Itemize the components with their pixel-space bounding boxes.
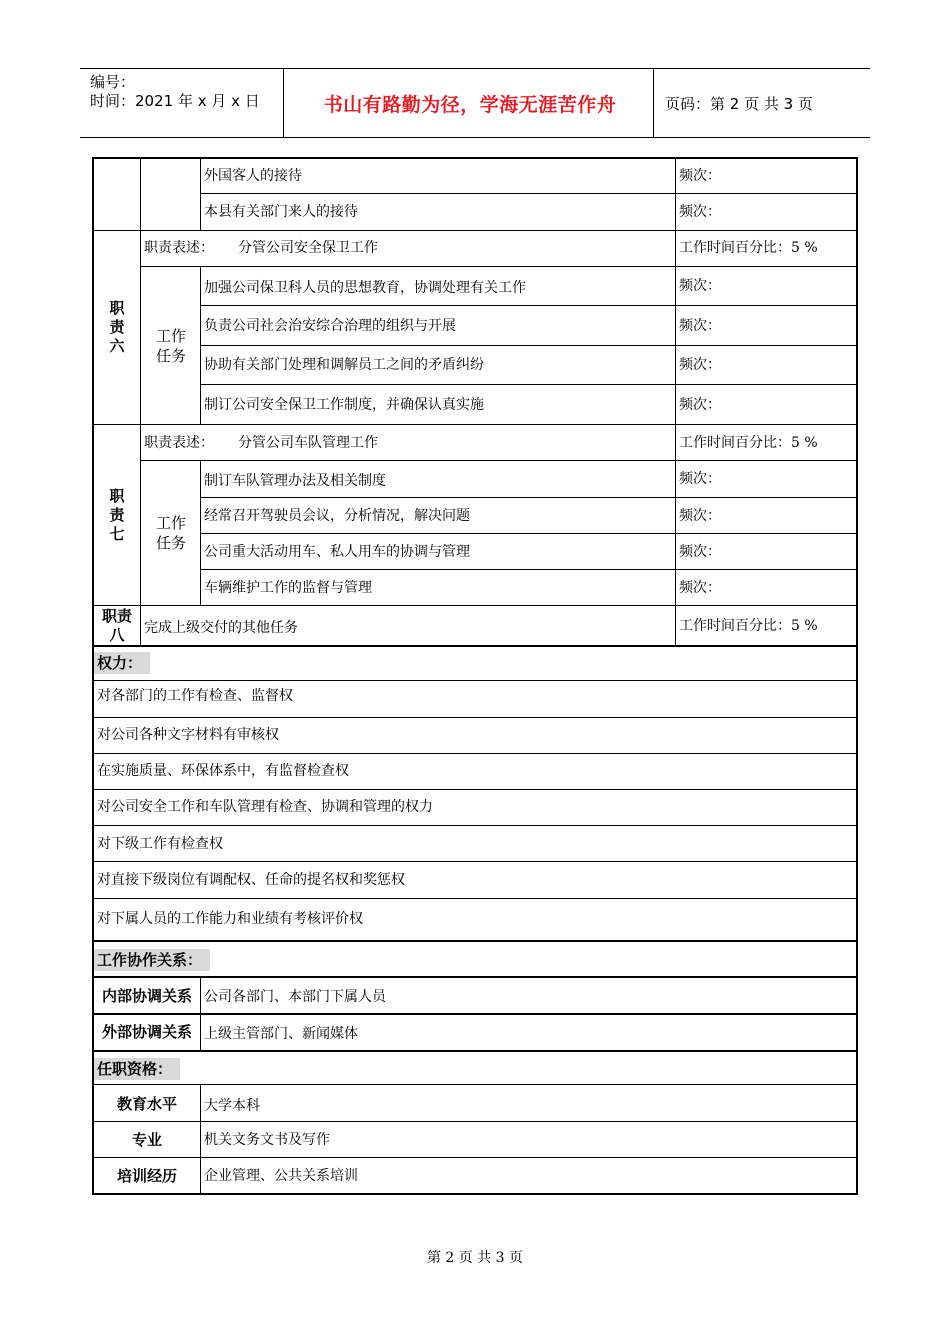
page-header xyxy=(80,68,870,138)
grid-line xyxy=(200,193,856,194)
table-border xyxy=(92,157,858,159)
task-frequency: 频次： xyxy=(679,357,721,373)
grid-line xyxy=(92,789,858,790)
training-label: 培训经历 xyxy=(116,1167,177,1185)
grid-line xyxy=(92,680,858,681)
duty6-percent: 工作时间百分比：5 % xyxy=(679,240,818,256)
table-border xyxy=(92,1193,858,1195)
duty8-description: 完成上级交付的其他任务 xyxy=(144,620,298,636)
grid-line xyxy=(92,424,858,425)
grid-line xyxy=(92,976,858,978)
authority-item: 对公司安全工作和车队管理有检查、协调和管理的权力 xyxy=(97,799,433,815)
grid-line xyxy=(200,533,856,534)
grid-line xyxy=(200,569,856,570)
grid-line xyxy=(200,497,856,498)
page-footer: 第 2 页 共 3 页 xyxy=(426,1250,524,1266)
grid-line xyxy=(140,460,856,461)
education-label: 教育水平 xyxy=(116,1095,177,1113)
grid-line xyxy=(92,1084,858,1085)
authority-item: 对下级工作有检查权 xyxy=(97,836,223,852)
grid-line xyxy=(92,605,858,606)
grid-line xyxy=(92,717,858,718)
grid-line xyxy=(92,230,858,231)
task-text: 公司重大活动用车、私人用车的协调与管理 xyxy=(204,544,470,560)
task-frequency: 频次： xyxy=(679,278,721,294)
grid-line xyxy=(92,1050,858,1052)
grid-line xyxy=(140,266,856,267)
grid-line xyxy=(200,384,856,385)
grid-line xyxy=(92,940,858,942)
task-frequency: 频次： xyxy=(679,204,721,220)
task-text: 制订公司安全保卫工作制度，并确保认真实施 xyxy=(204,397,484,413)
document-date: 时间：2021 年 x 月 x 日 xyxy=(90,92,260,110)
duty6-desc-label: 职责表述： xyxy=(144,240,214,256)
task-text: 负责公司社会治安综合治理的组织与开展 xyxy=(204,318,456,334)
duty7-task-label: 工作任务 xyxy=(155,514,186,552)
task-frequency: 频次： xyxy=(679,544,721,560)
qualifications-heading: 任职资格： xyxy=(94,1058,180,1080)
major-value: 机关文务文书及写作 xyxy=(204,1132,330,1148)
task-text: 协助有关部门处理和调解员工之间的矛盾纠纷 xyxy=(204,357,484,373)
authority-item: 对下属人员的工作能力和业绩有考核评价权 xyxy=(97,911,363,927)
internal-relations-value: 公司各部门、本部门下属人员 xyxy=(204,989,386,1005)
authority-item: 对各部门的工作有检查、监督权 xyxy=(97,688,293,704)
internal-relations-label: 内部协调关系 xyxy=(101,987,192,1005)
authority-item: 对公司各种文字材料有审核权 xyxy=(97,727,279,743)
grid-line xyxy=(92,1121,858,1122)
duty6-label: 职责六 xyxy=(109,299,125,355)
authority-item: 对直接下级岗位有调配权、任命的提名权和奖惩权 xyxy=(97,872,405,888)
duty8-percent: 工作时间百分比：5 % xyxy=(679,618,818,634)
external-relations-value: 上级主管部门、新闻媒体 xyxy=(204,1026,358,1042)
duty7-description: 分管公司车队管理工作 xyxy=(238,435,378,451)
duty7-label: 职责七 xyxy=(109,487,125,543)
grid-line xyxy=(92,753,858,754)
training-value: 企业管理、公共关系培训 xyxy=(204,1168,358,1184)
job-description-table xyxy=(92,157,858,1195)
grid-line xyxy=(92,1157,858,1158)
grid-line xyxy=(92,861,858,862)
task-text: 加强公司保卫科人员的思想教育，协调处理有关工作 xyxy=(204,280,526,296)
header-page-number: 页码：第 2 页 共 3 页 xyxy=(665,94,813,113)
task-text: 车辆维护工作的监督与管理 xyxy=(204,580,372,596)
task-frequency: 频次： xyxy=(679,508,721,524)
header-meta xyxy=(90,73,260,111)
external-relations-label: 外部协调关系 xyxy=(101,1023,192,1041)
duty6-task-label: 工作任务 xyxy=(155,327,186,365)
task-text: 本县有关部门来人的接待 xyxy=(204,204,358,220)
relations-heading: 工作协作关系： xyxy=(94,949,210,971)
document-number: 编号： xyxy=(90,73,136,91)
grid-line xyxy=(92,898,858,899)
table-border xyxy=(856,157,858,1195)
duty7-percent: 工作时间百分比：5 % xyxy=(679,435,818,451)
grid-line xyxy=(92,1013,858,1015)
header-divider xyxy=(283,69,284,137)
task-text: 经常召开驾驶员会议，分析情况，解决问题 xyxy=(204,508,470,524)
header-motto: 书山有路勤为径，学海无涯苦作舟 xyxy=(323,93,617,116)
task-frequency: 频次： xyxy=(679,580,721,596)
grid-line xyxy=(200,1084,201,1195)
duty8-label: 职责八 xyxy=(101,607,132,644)
major-label: 专业 xyxy=(131,1131,162,1149)
grid-line xyxy=(200,345,856,346)
authority-item: 在实施质量、环保体系中，有监督检查权 xyxy=(97,763,349,779)
authority-heading: 权力： xyxy=(94,652,150,674)
task-frequency: 频次： xyxy=(679,168,721,184)
task-frequency: 频次： xyxy=(679,318,721,334)
duty6-description: 分管公司安全保卫工作 xyxy=(238,240,378,256)
task-text: 外国客人的接待 xyxy=(204,168,302,184)
grid-line xyxy=(92,645,858,647)
education-value: 大学本科 xyxy=(204,1098,260,1114)
task-text: 制订车队管理办法及相关制度 xyxy=(204,473,386,489)
grid-line xyxy=(92,825,858,826)
task-frequency: 频次： xyxy=(679,397,721,413)
duty7-desc-label: 职责表述： xyxy=(144,435,214,451)
grid-line xyxy=(200,305,856,306)
task-frequency: 频次： xyxy=(679,471,721,487)
